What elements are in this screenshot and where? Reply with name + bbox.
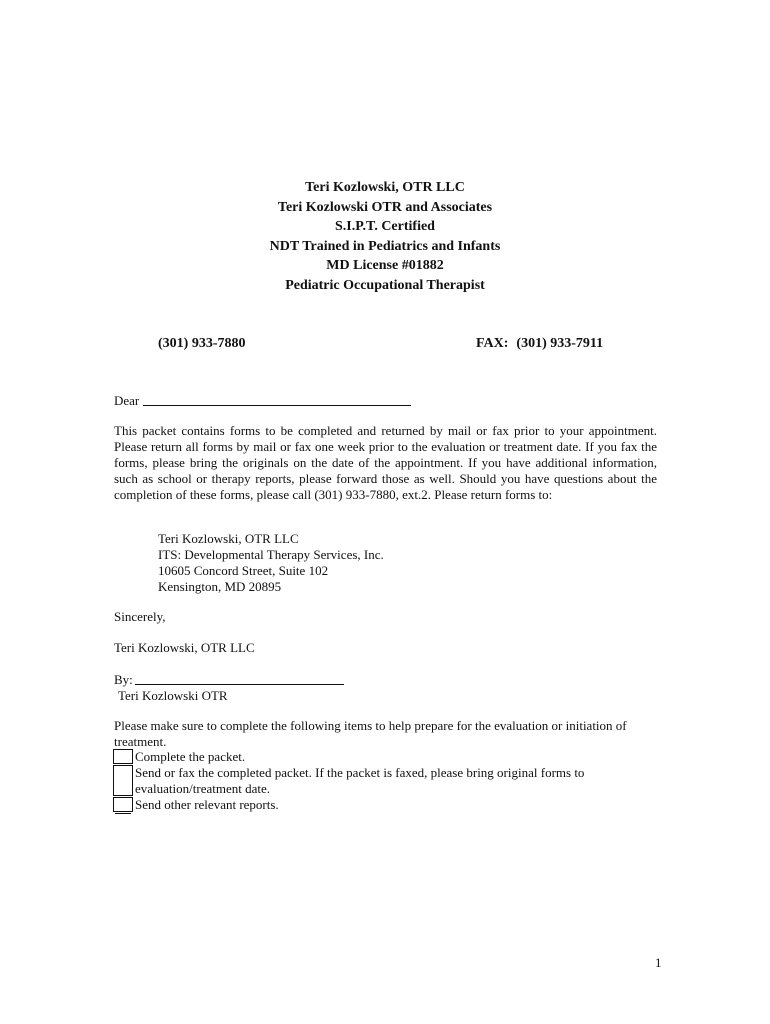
salutation-label: Dear — [114, 393, 140, 408]
return-address — [158, 531, 384, 595]
by-label: By: — [114, 672, 133, 687]
recipient-name-blank[interactable] — [143, 404, 411, 406]
checklist-item — [113, 749, 673, 765]
address-line-name: Teri Kozlowski, OTR LLC — [158, 531, 299, 546]
checklist — [113, 749, 673, 813]
address-line-street: 10605 Concord Street, Suite 102 — [158, 562, 329, 578]
checklist-item-label: Send other relevant reports. — [135, 796, 279, 812]
signature-blank[interactable] — [135, 683, 344, 685]
closing-company: Teri Kozlowski, OTR LLC — [114, 640, 255, 655]
letterhead-line-title: Pediatric Occupational Therapist — [285, 277, 485, 293]
checkbox-underline — [115, 813, 131, 814]
phone-number: (301) 933-7880 — [158, 336, 246, 351]
instructions-intro: Please make sure to complete the following items to help prepare for the evaluation or initiation of treatment. — [114, 718, 627, 749]
checklist-item-label: Send or fax the completed packet. If the packet is faxed, please bring original forms to evaluation/treatment date. — [135, 764, 585, 796]
salutation-line — [114, 393, 657, 409]
checkbox[interactable] — [113, 797, 133, 812]
letterhead-line-training: NDT Trained in Pediatrics and Infants — [269, 238, 501, 254]
letterhead-line-license: MD License #01882 — [326, 258, 444, 274]
closing: Sincerely, — [114, 609, 166, 624]
signer-name: Teri Kozlowski OTR — [118, 688, 228, 703]
letterhead — [0, 178, 770, 296]
checklist-item — [113, 797, 673, 813]
checklist-item — [113, 765, 673, 797]
checkbox[interactable] — [113, 765, 133, 796]
address-line-city: Kensington, MD 20895 — [158, 578, 282, 594]
letterhead-line-company: Teri Kozlowski, OTR LLC — [305, 180, 465, 195]
fax-label: FAX: — [476, 336, 509, 351]
letter-paragraph: This packet contains forms to be completed and returned by mail or fax prior to your appointment. Please return all forms by mail or fax one week prior to the evaluation or treatment date. If you fax the forms, please bring the originals on the date of the appointment. If you have additional information, such as school or therapy reports, please forward those as well. Should you have questions about the completion of these forms, please call (301) 933-7880, ext.2. Please return forms to: — [114, 423, 657, 502]
signature-line — [114, 672, 657, 688]
letterhead-line-associates: Teri Kozlowski OTR and Associates — [277, 199, 493, 215]
fax-info — [476, 335, 603, 353]
address-line-organization: ITS: Developmental Therapy Services, Inc. — [158, 546, 384, 562]
checkbox[interactable] — [113, 749, 133, 764]
letterhead-line-certification: S.I.P.T. Certified — [335, 219, 435, 235]
fax-number: (301) 933-7911 — [516, 336, 604, 351]
page-number: 1 — [655, 955, 662, 970]
checklist-item-label: Complete the packet. — [135, 749, 246, 764]
